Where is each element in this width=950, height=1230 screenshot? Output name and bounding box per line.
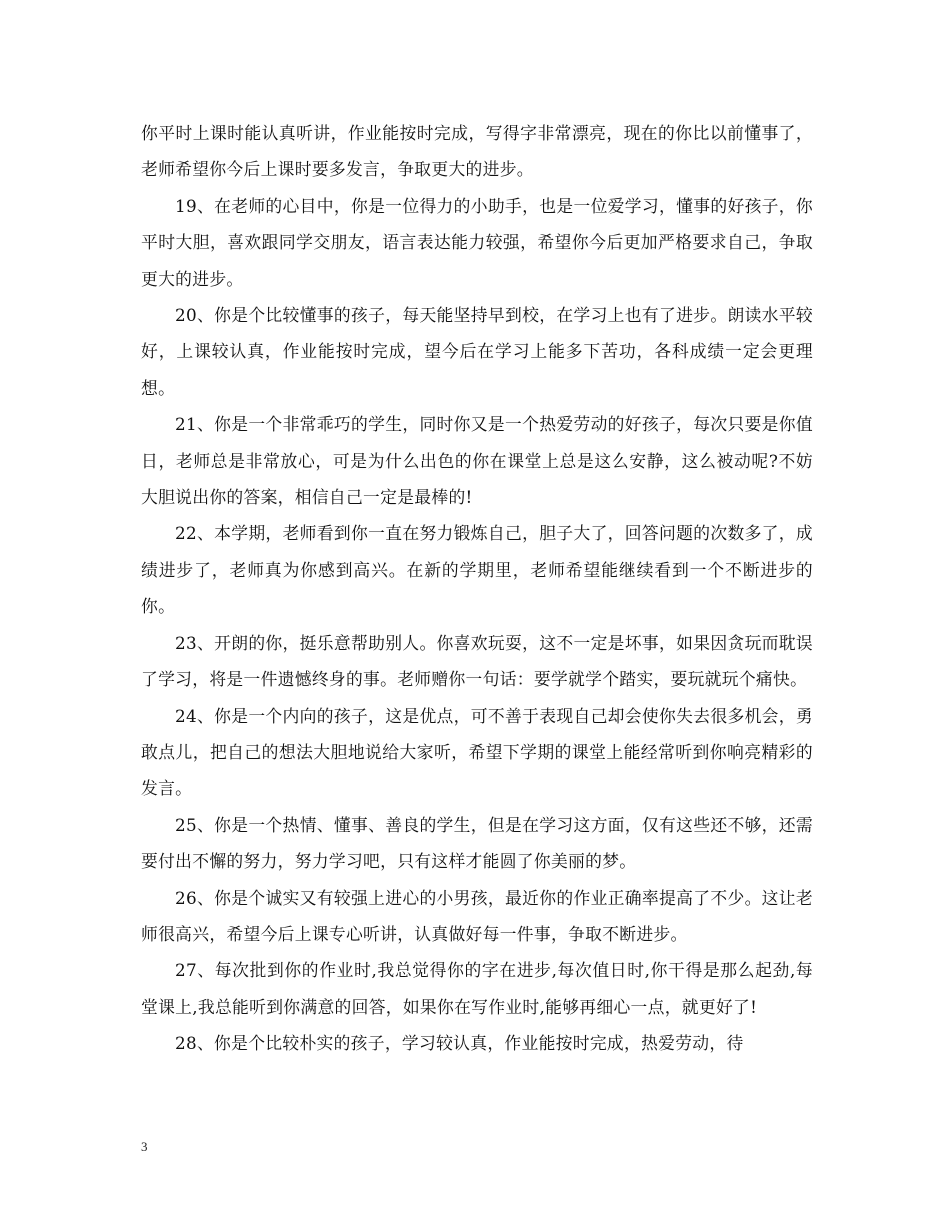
paragraph-comment-22: 22、本学期，老师看到你一直在努力锻炼自己，胆子大了，回答问题的次数多了，成绩进步了，老师真为你感到高兴。在新的学期里，老师希望能继续看到一个不断进步的你。 [141,523,813,617]
paragraph-comment-19: 19、在老师的心目中，你是一位得力的小助手，也是一位爱学习，懂事的好孩子，你平时大胆，喜欢跟同学交朋友，语言表达能力较强，希望你今后更加严格要求自己，争取更大的进步。 [141,195,813,289]
paragraph-comment-23: 23、开朗的你，挺乐意帮助别人。你喜欢玩耍，这不一定是坏事，如果因贪玩而耽误了学习，将是一件遗憾终身的事。老师赠你一句话：要学就学个踏实，要玩就玩个痛快。 [141,632,813,690]
page-number: 3 [141,1139,148,1154]
paragraph-comment-28: 28、你是个比较朴实的孩子，学习较认真，作业能按时完成，热爱劳动，待 [175,1033,744,1054]
paragraph-comment-26: 26、你是个诚实又有较强上进心的小男孩，最近你的作业正确率提高了不少。这让老师很高兴，希望今后上课专心听讲，认真做好每一件事，争取不断进步。 [141,887,813,944]
paragraph-comment-25: 25、你是一个热情、懂事、善良的学生，但是在学习这方面，仅有这些还不够，还需要付出不懈的努力，努力学习吧，只有这样才能圆了你美丽的梦。 [141,814,813,872]
paragraph-comment-20: 20、你是个比较懂事的孩子，每天能坚持早到校，在学习上也有了进步。朗读水平较好，上课较认真，作业能按时完成，望今后在学习上能多下苦功，各科成绩一定会更理想。 [141,305,813,398]
document-body [141,115,813,1062]
paragraph-continuation: 你平时上课时能认真听讲，作业能按时完成，写得字非常漂亮，现在的你比以前懂事了，老师希望你今后上课时要多发言，争取更大的进步。 [141,123,813,180]
paragraph-comment-21: 21、你是一个非常乖巧的学生，同时你又是一个热爱劳动的好孩子，每次只要是你值日，老师总是非常放心，可是为什么出色的你在课堂上总是这么安静，这么被动呢?不妨大胆说出你的答案，相信自己一定是最棒的! [141,414,813,508]
paragraph-comment-24: 24、你是一个内向的孩子，这是优点，可不善于表现自己却会使你失去很多机会，勇敢点儿，把自己的想法大胆地说给大家听，希望下学期的课堂上能经常听到你响亮精彩的发言。 [141,705,813,799]
paragraph-comment-27: 27、每次批到你的作业时,我总觉得你的字在进步,每次值日时,你干得是那么起劲,每堂课上,我总能听到你满意的回答，如果你在写作业时,能够再细心一点，就更好了! [141,960,813,1017]
